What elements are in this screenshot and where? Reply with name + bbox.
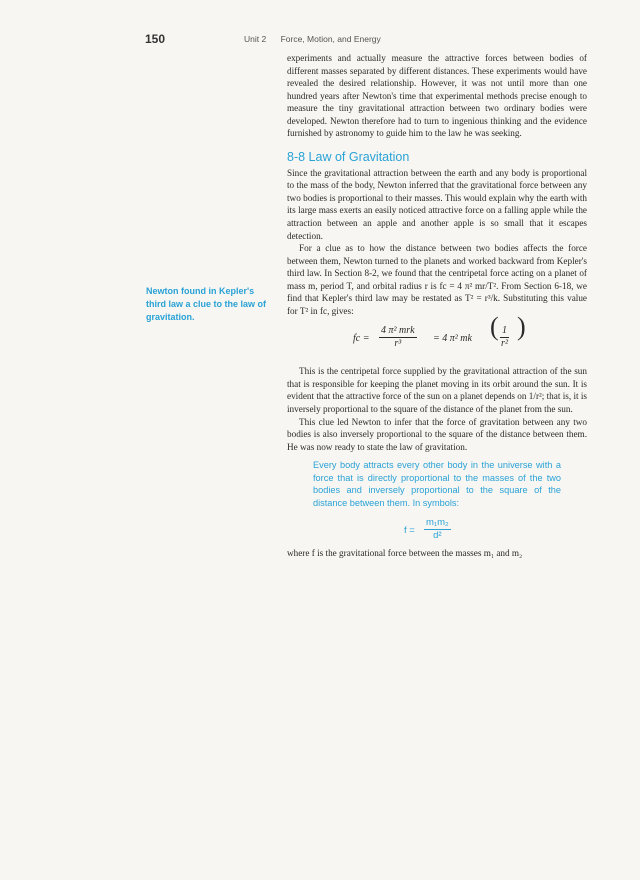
equation-denominator-2: r² bbox=[501, 338, 508, 350]
gravitation-denominator: d² bbox=[433, 530, 442, 542]
paragraph-where: where f is the gravitational force between the masses m₁ and m₂ bbox=[287, 548, 523, 559]
unit-label: Unit 2 bbox=[244, 34, 267, 44]
running-head bbox=[244, 34, 381, 44]
paragraph-intro: experiments and actually measure the attractive forces between bodies of different masses separated by different distances. These experiments would have revealed the desired relationship. However, it was not until more than one hundred years after Newton's time that experimental methods precise enough to measure the tiny gravitational attraction between two ordinary bodies were developed. Newton therefore had to turn to ingenious thinking and the evidence furnished by astronomy to guide him to the law he was seeking. bbox=[287, 53, 587, 139]
equation-middle: = 4 π² mk bbox=[433, 333, 472, 345]
section-heading: 8-8 Law of Gravitation bbox=[287, 149, 410, 164]
left-paren: ( bbox=[490, 312, 499, 342]
gravitation-equation bbox=[287, 515, 587, 547]
equation-numerator-2: 1 bbox=[502, 325, 507, 337]
paragraph-centripetal: This is the centripetal force supplied by the gravitational attraction of the sun that is responsible for keeping the planet moving in its orbit around the sun. It is evident that the attractive force of the sun on a planet depends on 1/r²; that is, it is inversely proportional to the square of the distance of the planet from the sun. bbox=[287, 366, 587, 415]
equation-lhs: fc = bbox=[353, 333, 370, 345]
unit-title: Force, Motion, and Energy bbox=[280, 34, 381, 44]
gravitation-fraction bbox=[424, 517, 451, 542]
equation-fraction-1 bbox=[379, 325, 417, 350]
paragraph-kepler: For a clue as to how the distance between two bodies affects the force between them, Newton turned to the planets and worked backward from Kepler's third law. In Section 8-2, we found that the centripetal force acting on a planet of mass m, period T, and orbital radius r is fc = 4 π² mr/T². From Section 6-18, we find that Kepler's third law may be restated as T² = r³/k. Substituting this value for T² in fc, gives: bbox=[287, 243, 587, 316]
centripetal-force-equation bbox=[287, 312, 587, 361]
right-paren: ) bbox=[517, 312, 526, 342]
paragraph-inference: This clue led Newton to infer that the force of gravitation between any two bodies is also inversely proportional to the square of the distance between them. He was now ready to state the law of gravitation. bbox=[287, 416, 587, 452]
law-statement: Every body attracts every other body in the universe with a force that is directly proportional to the masses of the two bodies and inversely proportional to the square of the distance between them. In symbols: bbox=[313, 460, 561, 508]
equation-denominator-1: r³ bbox=[394, 338, 402, 350]
gravitation-numerator: m₁m₂ bbox=[426, 517, 449, 529]
page-number: 150 bbox=[145, 32, 166, 46]
paragraph-mass: Since the gravitational attraction between the earth and any body is proportional to the mass of the body, Newton inferred that the gravitational force between any two bodies is proportional to their masses. This would explain why the earth with its large mass exerts an easily noticed attractive force on a falling apple while the attraction between an apple and another apple is so small that it escapes detection. bbox=[287, 167, 587, 241]
equation-numerator-1: 4 π² mrk bbox=[381, 325, 415, 337]
equation-fraction-2 bbox=[500, 325, 509, 350]
gravitation-lhs: f = bbox=[404, 525, 415, 537]
main-text-column bbox=[287, 52, 587, 560]
margin-note: Newton found in Kepler's third law a clue to the law of gravitation. bbox=[146, 286, 267, 322]
